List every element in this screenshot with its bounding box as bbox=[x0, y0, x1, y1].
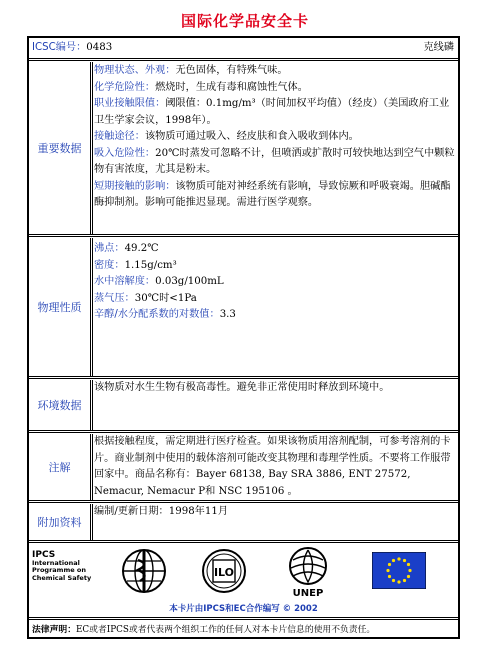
ipcs-logo: IPCS International Programme on Chemical Safety bbox=[32, 550, 92, 582]
icsc-number: 0483 bbox=[86, 42, 113, 53]
card-header bbox=[29, 38, 458, 58]
section-label-additional-info: 附加资料 bbox=[37, 516, 82, 529]
icsc-label: ICSC编号： bbox=[32, 42, 87, 53]
logo-row bbox=[29, 544, 458, 618]
ilo-emblem-icon bbox=[201, 548, 247, 594]
eu-flag-icon bbox=[372, 552, 426, 589]
legal-disclaimer: 法律声明：EC或者IPCS或者代表两个组织工作的任何人对本卡片信息的使用不负责任。 bbox=[32, 625, 376, 635]
physical-properties-content: 沸点：49.2℃ 密度：1.15g/cm³ 水中溶解度：0.03g/100mL 蒸气压：30℃时<1Pa 辛醇/水分配系数的对数值：3.3 bbox=[94, 243, 236, 320]
section-label-important-data: 重要数据 bbox=[37, 142, 82, 155]
section-label-physical-properties: 物理性质 bbox=[37, 301, 82, 314]
card-title: 国际化学品安全卡 bbox=[180, 12, 309, 30]
important-data-content: 物理状态、外观：无色固体，有特殊气味。 化学危险性：燃烧时，生成有毒和腐蚀性气体。 职业接触限值：阈限值：0.1mg/m³（时间加权平均值）（经皮）（美国政府工业卫生学家会议，1998年）。 接触途径：该物质可通过吸入、经皮肤和食入吸收到体内。 吸入危险性：20℃时蒸发可忽略不计，但喷洒或扩散时可较快地达到空气中颗粒物有害浓度，尤其是粉末。 短期接触的影响：该物质可能对神经系统有影响，导致惊厥和呼吸衰竭。胆碱酯酶抑制剂。影响可能推迟显现。需进行医学观察。 bbox=[94, 65, 455, 208]
notes-content: 根据接触程度，需定期进行医疗检查。如果该物质用溶剂配制，可参考溶剂的卡片。商业制剂中使用的载体溶剂可能改变其物理和毒理学性质。不要将工作服带回家中。商品名称有：Bayer 68138, Bay SRA 3886, ENT 27572, Nemacur, Nemacur P和 NSC 195106 。 bbox=[94, 436, 451, 497]
section-label-environmental-data: 环境数据 bbox=[37, 399, 82, 412]
svg-text:UNEP: UNEP bbox=[292, 588, 324, 598]
who-emblem-icon bbox=[121, 548, 167, 594]
icsc-card bbox=[27, 36, 460, 639]
section-label-notes: 注解 bbox=[48, 461, 71, 474]
additional-info-content: 编制/更新日期：1998年11月 bbox=[94, 506, 229, 517]
unep-emblem-icon bbox=[285, 546, 331, 598]
chemical-name: 克线磷 bbox=[423, 42, 454, 53]
svg-text:ILO: ILO bbox=[213, 566, 235, 579]
environmental-data-content: 该物质对水生生物有极高毒性。避免非正常使用时释放到环境中。 bbox=[94, 382, 390, 393]
card-credit: 本卡片由IPCS和EC合作编写 © 2002 bbox=[169, 604, 318, 614]
